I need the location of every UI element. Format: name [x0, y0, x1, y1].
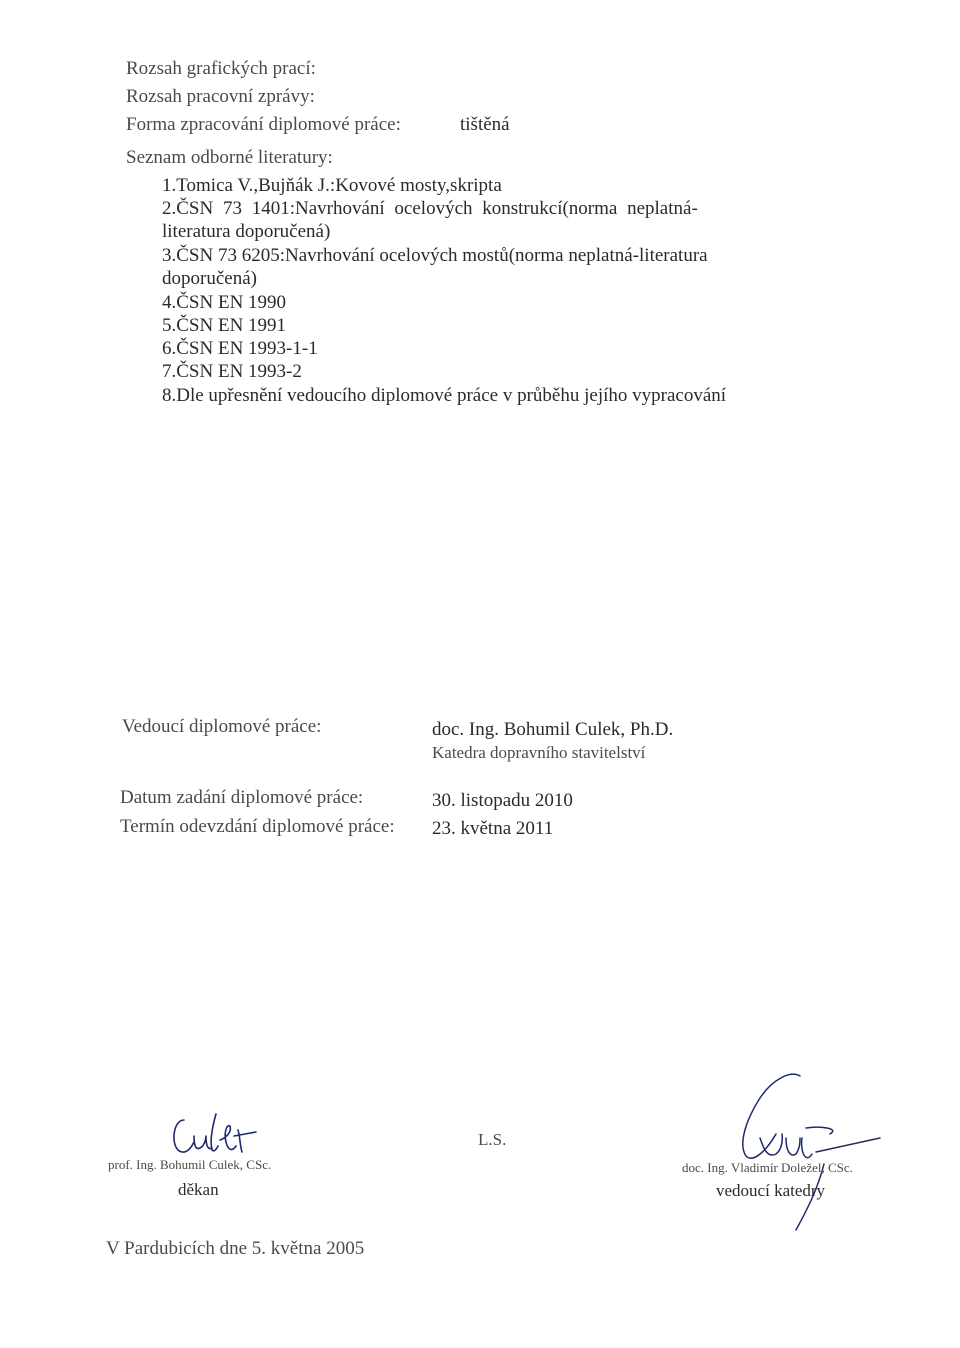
literature-item-2: 2.ČSN 73 1401:Navrhování ocelových konstrukcí(norma neplatná- [162, 198, 698, 219]
seal-placeholder: L.S. [478, 1130, 507, 1149]
literature-item-1: 1.Tomica V.,Bujňák J.:Kovové mosty,skripta [162, 175, 502, 196]
head-signature [720, 1068, 890, 1248]
literature-label: Seznam odborné literatury: [126, 147, 333, 168]
literature-item-4: 4.ČSN EN 1990 [162, 292, 287, 313]
literature-item-2-continued: literatura doporučená) [162, 221, 331, 242]
literature-item-8: 8.Dle upřesnění vedoucího diplomové práce v průběhu jejího vypracování [162, 385, 727, 406]
literature-item-3: 3.ČSN 73 6205:Navrhování ocelových mostů(norma neplatná-literatura [162, 245, 708, 266]
dean-name: prof. Ing. Bohumil Culek, CSc. [108, 1157, 272, 1172]
deadline-label: Termín odevzdání diplomové práce: [120, 816, 395, 837]
head-name: doc. Ing. Vladimír Doležel, CSc. [682, 1160, 853, 1175]
place-date: V Pardubicích dne 5. května 2005 [106, 1238, 365, 1259]
supervisor-name: doc. Ing. Bohumil Culek, Ph.D. [432, 719, 674, 740]
form-label: Forma zpracování diplomové práce: [126, 114, 401, 135]
assigned-date-label: Datum zadání diplomové práce: [120, 787, 364, 808]
supervisor-department: Katedra dopravního stavitelství [432, 743, 646, 762]
form-value: tištěná [460, 114, 510, 135]
dean-role: děkan [178, 1180, 219, 1199]
assigned-date-value: 30. listopadu 2010 [432, 790, 573, 811]
graphic-works-label: Rozsah grafických prací: [126, 58, 316, 79]
deadline-value: 23. května 2011 [432, 818, 554, 839]
literature-item-6: 6.ČSN EN 1993-1-1 [162, 338, 318, 359]
head-role: vedoucí katedry [716, 1181, 826, 1200]
literature-item-5: 5.ČSN EN 1991 [162, 315, 287, 336]
supervisor-label: Vedoucí diplomové práce: [122, 716, 322, 737]
literature-item-3-continued: doporučená) [162, 268, 257, 289]
report-scope-label: Rozsah pracovní zprávy: [126, 86, 315, 107]
literature-item-7: 7.ČSN EN 1993-2 [162, 361, 302, 382]
dean-signature [166, 1106, 266, 1158]
